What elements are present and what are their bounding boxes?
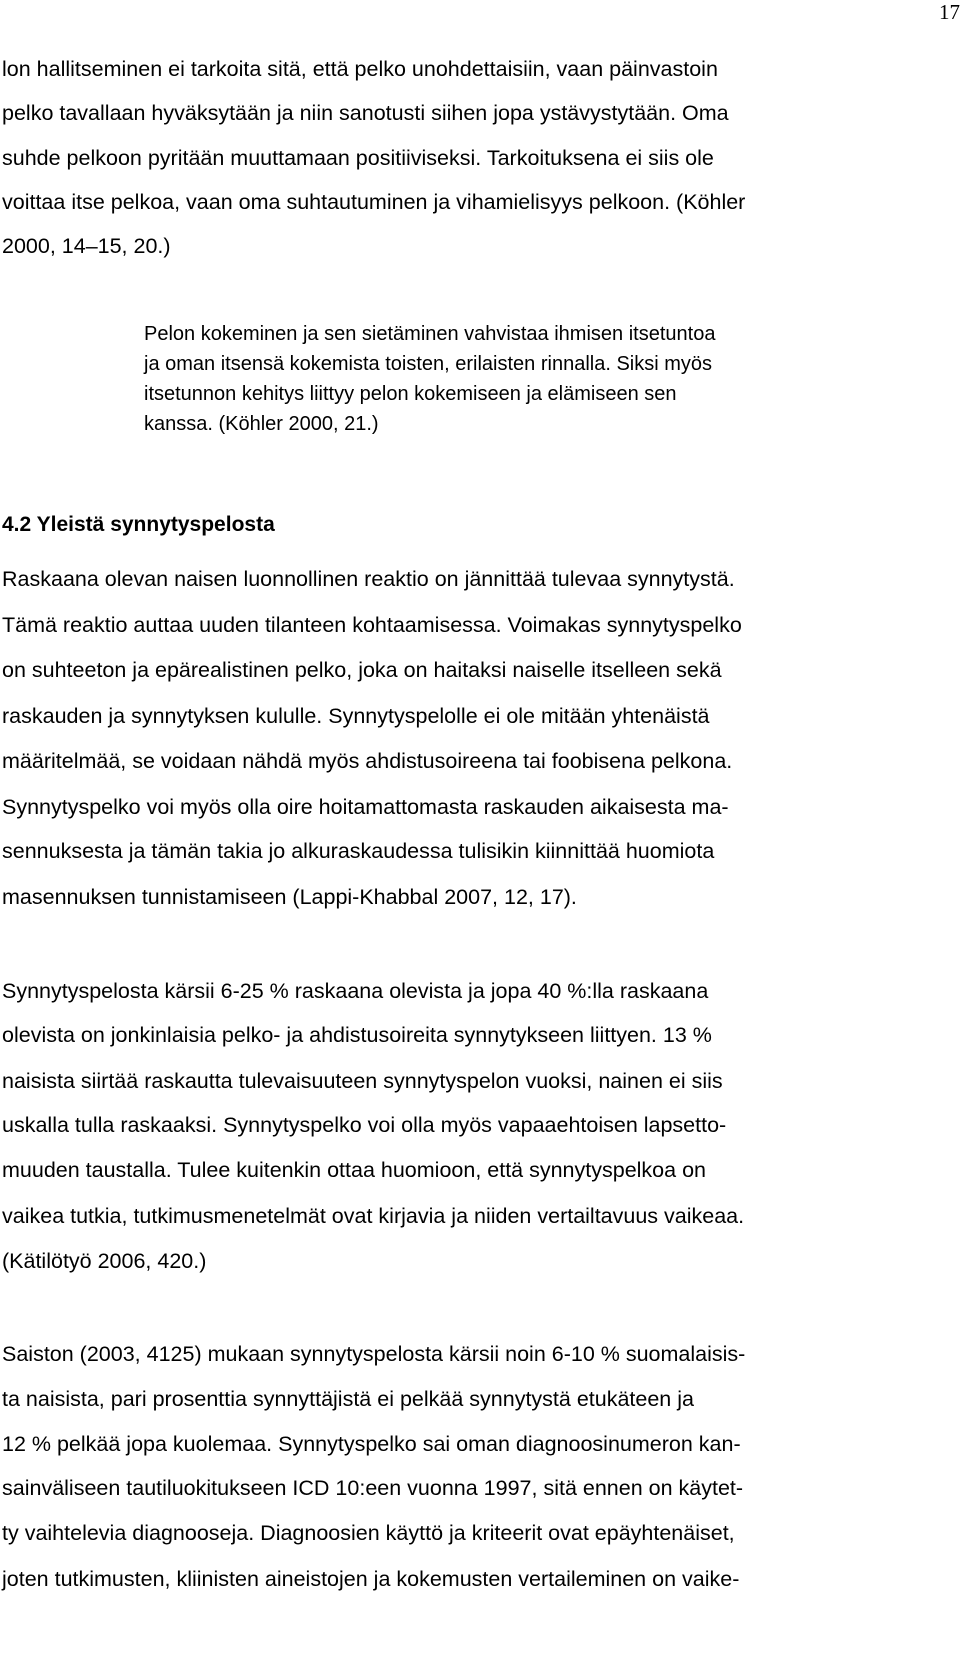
quote-line: ja oman itsensä kokemista toisten, erilaisten rinnalla. Siksi myös	[144, 353, 713, 375]
paragraph-line: masennuksen tunnistamiseen (Lappi-Khabbal 2007, 12, 17).	[2, 885, 577, 909]
paragraph-line: sennuksesta ja tämän takia jo alkuraskaudessa tulisikin kiinnittää huomiota	[2, 839, 715, 863]
paragraph-line: suhde pelkoon pyritään muuttamaan positiiviseksi. Tarkoituksena ei siis ole	[2, 146, 714, 170]
paragraph-line: ty vaihtelevia diagnooseja. Diagnoosien käyttö ja kriteerit ovat epäyhtenäiset,	[2, 1521, 735, 1545]
paragraph-line: muuden taustalla. Tulee kuitenkin ottaa huomioon, että synnytyspelkoa on	[2, 1158, 706, 1182]
quote-line: itsetunnon kehitys liittyy pelon kokemiseen ja elämiseen sen	[144, 383, 677, 405]
paragraph-line: joten tutkimusten, kliinisten aineistojen ja kokemusten vertaileminen on vaike-	[2, 1567, 740, 1591]
paragraph-line: lon hallitseminen ei tarkoita sitä, että pelko unohdettaisiin, vaan päinvastoin	[2, 57, 718, 81]
paragraph-line: Tämä reaktio auttaa uuden tilanteen kohtaamisessa. Voimakas synnytyspelko	[2, 613, 742, 637]
paragraph-line: määritelmää, se voidaan nähdä myös ahdistusoireena tai foobisena pelkona.	[2, 749, 733, 773]
paragraph-line: voittaa itse pelkoa, vaan oma suhtautuminen ja vihamielisyys pelkoon. (Köhler	[2, 190, 746, 214]
paragraph-line: on suhteeton ja epärealistinen pelko, joka on haitaksi naiselle itselleen sekä	[2, 658, 722, 682]
paragraph-line: sainväliseen tautiluokitukseen ICD 10:een vuonna 1997, sitä ennen on käytet-	[2, 1476, 744, 1500]
paragraph-line: olevista on jonkinlaisia pelko- ja ahdistusoireita synnytykseen liittyen. 13 %	[2, 1023, 712, 1047]
page-number: 17	[939, 0, 960, 24]
paragraph-line: Saiston (2003, 4125) mukaan synnytyspelosta kärsii noin 6-10 % suomalaisis-	[2, 1342, 746, 1366]
paragraph-line: 2000, 14–15, 20.)	[2, 234, 171, 258]
paragraph-line: Synnytyspelko voi myös olla oire hoitamattomasta raskauden aikaisesta ma-	[2, 795, 729, 819]
paragraph-line: raskauden ja synnytyksen kululle. Synnytyspelolle ei ole mitään yhtenäistä	[2, 704, 710, 728]
paragraph-line: (Kätilötyö 2006, 420.)	[2, 1249, 207, 1273]
paragraph-line: Synnytyspelosta kärsii 6-25 % raskaana olevista ja jopa 40 %:lla raskaana	[2, 979, 709, 1003]
paragraph-line: uskalla tulla raskaaksi. Synnytyspelko voi olla myös vapaaehtoisen lapsetto-	[2, 1113, 727, 1137]
paragraph-line: Raskaana olevan naisen luonnollinen reaktio on jännittää tulevaa synnytystä.	[2, 567, 735, 591]
paragraph-line: ta naisista, pari prosenttia synnyttäjistä ei pelkää synnytystä etukäteen ja	[2, 1387, 694, 1411]
paragraph-line: naisista siirtää raskautta tulevaisuuteen synnytyspelon vuoksi, nainen ei siis	[2, 1069, 723, 1093]
section-heading: 4.2 Yleistä synnytyspelosta	[2, 513, 275, 536]
paragraph-line: pelko tavallaan hyväksytään ja niin sanotusti siihen jopa ystävystytään. Oma	[2, 101, 729, 125]
quote-line: kanssa. (Köhler 2000, 21.)	[144, 413, 379, 435]
quote-line: Pelon kokeminen ja sen sietäminen vahvistaa ihmisen itsetuntoa	[144, 323, 716, 345]
paragraph-line: vaikea tutkia, tutkimusmenetelmät ovat kirjavia ja niiden vertailtavuus vaikeaa.	[2, 1204, 745, 1228]
paragraph-line: 12 % pelkää jopa kuolemaa. Synnytyspelko sai oman diagnoosinumeron kan-	[2, 1432, 741, 1456]
